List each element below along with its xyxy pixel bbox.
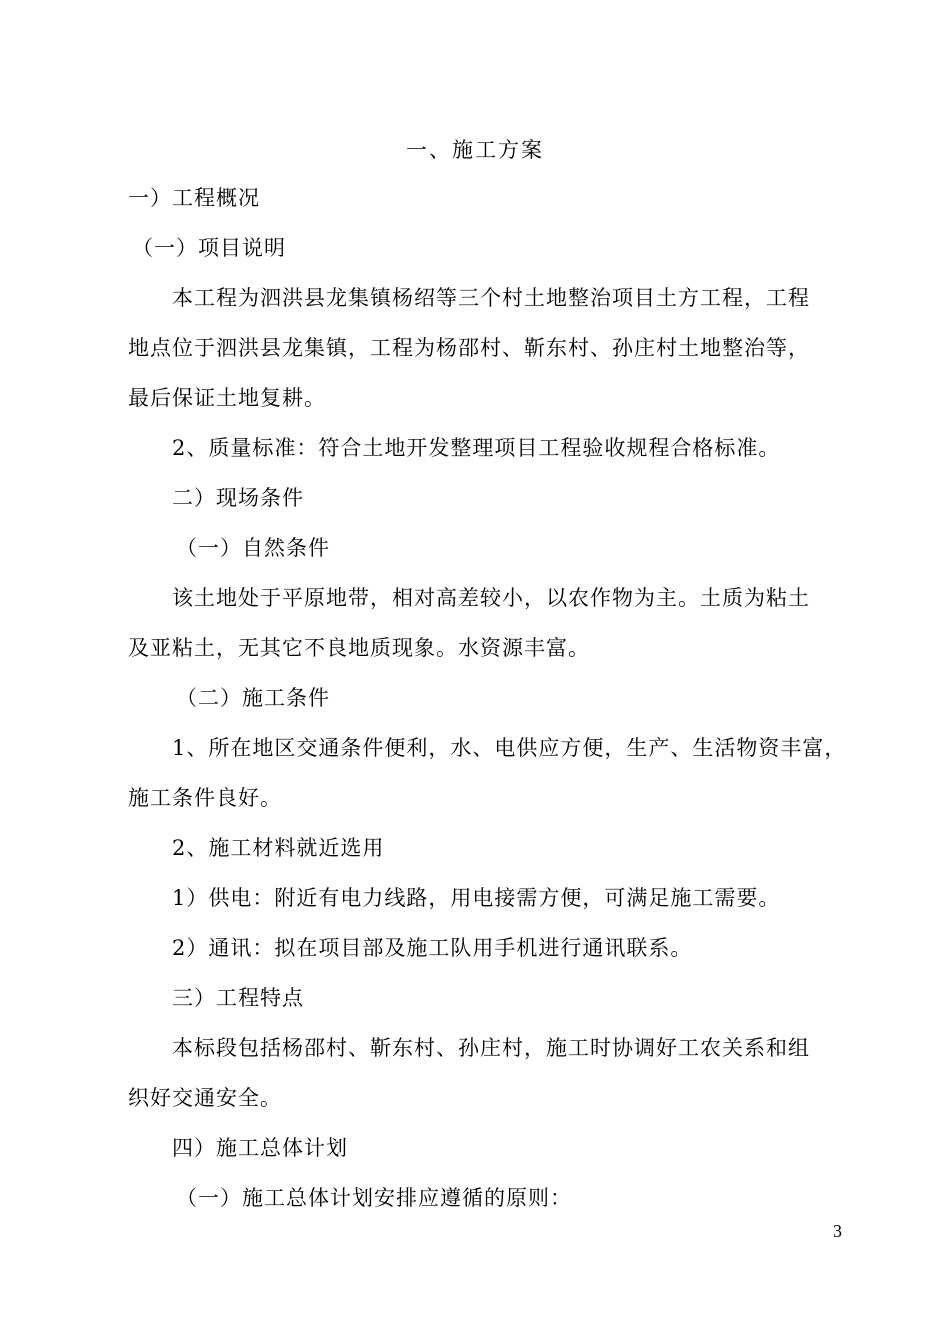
paragraph-line: 最后保证土地复耕。 xyxy=(128,386,326,410)
paragraph-line: 本工程为泗洪县龙集镇杨绍等三个村土地整治项目土方工程，工程 xyxy=(172,286,810,310)
paragraph-line: 织好交通安全。 xyxy=(128,1086,282,1110)
quality-standard-line: 2、质量标准：符合土地开发整理项目工程验收规程合格标准。 xyxy=(172,436,781,460)
paragraph-line: 1、所在地区交通条件便利，水、电供应方便，生产、生活物资丰富， xyxy=(172,736,847,760)
paragraph-line: 及亚粘土，无其它不良地质现象。水资源丰富。 xyxy=(128,636,590,660)
heading-project-features: 三）工程特点 xyxy=(172,986,304,1010)
heading-overall-plan: 四）施工总体计划 xyxy=(172,1136,348,1160)
subheading-plan-principles: （一）施工总体计划安排应遵循的原则： xyxy=(176,1186,572,1210)
page-number: 3 xyxy=(833,1221,842,1241)
subheading-natural-conditions: （一）自然条件 xyxy=(176,536,330,560)
list-item: 2）通讯：拟在项目部及施工队用手机进行通讯联系。 xyxy=(172,936,693,960)
subheading-construction-conditions: （二）施工条件 xyxy=(176,686,330,710)
paragraph-line: 本标段包括杨邵村、靳东村、孙庄村，施工时协调好工农关系和组 xyxy=(172,1036,810,1060)
list-item: 2、施工材料就近选用 xyxy=(172,836,385,860)
paragraph-line: 地点位于泗洪县龙集镇，工程为杨邵村、靳东村、孙庄村土地整治等， xyxy=(128,336,810,360)
list-item: 1）供电：附近有电力线路，用电接需方便，可满足施工需要。 xyxy=(172,886,781,910)
subheading-project-description: （一）项目说明 xyxy=(132,236,286,260)
paragraph-line: 该土地处于平原地带，相对高差较小，以农作物为主。土质为粘土 xyxy=(172,586,810,610)
paragraph-line: 施工条件良好。 xyxy=(128,786,282,810)
heading-site-conditions: 二）现场条件 xyxy=(172,486,304,510)
section-title: 一、施工方案 xyxy=(406,138,544,162)
heading-project-overview: 一）工程概况 xyxy=(128,186,260,210)
